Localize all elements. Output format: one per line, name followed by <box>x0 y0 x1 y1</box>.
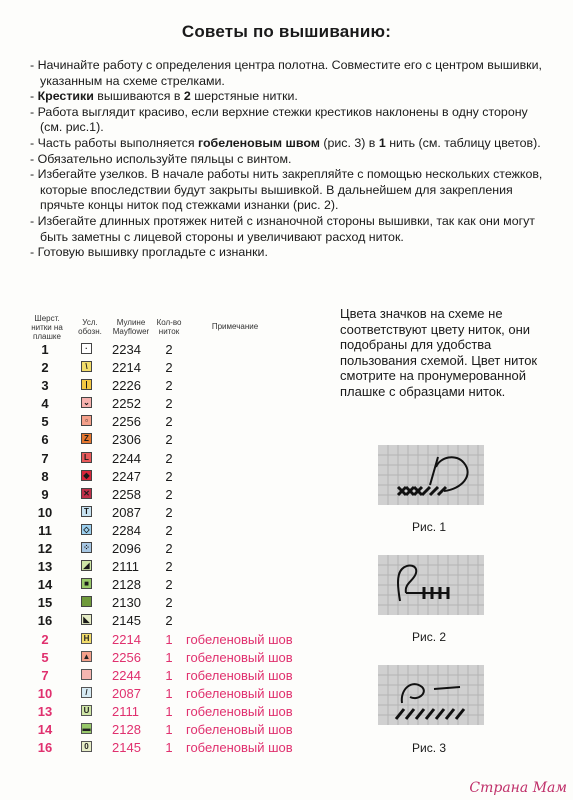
thread-number: 1 <box>41 342 49 357</box>
tip-item <box>30 152 545 168</box>
mayflower-code: 2111 <box>112 559 139 575</box>
figure-3-tapestry-stitch <box>378 665 484 725</box>
tip-text: нить (см. таблицу цветов). <box>385 135 541 150</box>
symbol-icon: ◇ <box>81 524 92 535</box>
table-row <box>30 377 330 395</box>
thread-count: 2 <box>165 522 173 538</box>
note-text: гобеленовый шов <box>186 721 293 737</box>
thread-number: 12 <box>37 541 53 557</box>
color-table <box>30 341 330 757</box>
mayflower-code: 2214 <box>112 631 141 647</box>
thread-number: 14 <box>37 577 53 593</box>
thread-number: 10 <box>37 504 53 520</box>
table-row <box>30 431 330 449</box>
figure-1-cross-stitch <box>378 445 484 505</box>
mayflower-code: 2252 <box>112 396 141 412</box>
thread-count: 2 <box>165 613 173 629</box>
symbol-icon: ◣ <box>81 614 92 625</box>
thread-count: 1 <box>165 740 173 756</box>
table-row <box>30 739 330 757</box>
table-row <box>30 468 330 486</box>
symbol-icon: ▬ <box>82 723 91 733</box>
table-row <box>30 685 330 703</box>
side-note: Цвета значков на схеме не соответствуют цвету ниток, они подобраны для удобства пользования схемой. Цвет ниток смотрите на пронумерованной плашке с образцами ниток. <box>340 306 538 399</box>
header-note: Примечание <box>211 322 259 331</box>
symbol-icon: L <box>81 452 92 463</box>
mayflower-code: 2128 <box>112 721 141 737</box>
note-text: гобеленовый шов <box>186 703 293 719</box>
thread-number: 6 <box>41 432 49 448</box>
thread-number: 16 <box>37 613 53 629</box>
tip-text: - Избегайте узелков. В начале работы нить закрепляйте с помощью нескольких стежков, которые впоследствии будут закрыты вышивкой. В дальнейшем для закрепления прячьте концы ниток под стежками изнанки (рис. 2). <box>30 167 543 213</box>
thread-count: 2 <box>165 378 173 394</box>
table-row <box>30 594 330 612</box>
note-text: гобеленовый шов <box>186 631 293 647</box>
tip-bold-text: гобеленовым швом <box>197 135 320 150</box>
mayflower-code: 2258 <box>112 486 141 502</box>
thread-number: 13 <box>37 703 53 719</box>
thread-count: 1 <box>165 703 173 719</box>
table-row <box>30 359 330 377</box>
tip-text: - Обязательно используйте пяльцы с винтом. <box>30 151 292 166</box>
thread-number: 5 <box>41 414 49 430</box>
mayflower-code: 2284 <box>112 522 141 538</box>
table-row <box>30 612 330 630</box>
header-count: Кол-во ниток <box>156 318 182 336</box>
thread-count: 2 <box>165 595 173 611</box>
note-text: гобеленовый шов <box>186 667 293 683</box>
table-row <box>30 703 330 721</box>
watermark: Страна Мам <box>469 780 567 796</box>
thread-count: 2 <box>165 486 173 502</box>
thread-count: 2 <box>165 342 173 357</box>
header-sym: Усл. обозн. <box>78 318 102 336</box>
tip-bold-text: 2 <box>183 89 191 104</box>
thread-count: 2 <box>165 541 173 557</box>
mayflower-code: 2145 <box>112 740 141 756</box>
thread-number: 15 <box>37 595 53 611</box>
tip-text: - Готовую вышивку прогладьте с изнанки. <box>30 245 268 260</box>
symbol-icon: Z <box>81 433 92 444</box>
symbol-icon: ✕ <box>81 488 92 499</box>
table-row <box>30 395 330 413</box>
table-row <box>30 450 330 468</box>
mayflower-code: 2111 <box>112 703 139 719</box>
thread-count: 2 <box>165 468 173 484</box>
mayflower-code: 2087 <box>112 685 141 701</box>
tip-item <box>30 58 545 89</box>
tip-text: вышиваются в <box>93 89 184 104</box>
thread-number: 16 <box>37 740 53 756</box>
mayflower-code: 2128 <box>112 577 141 593</box>
thread-count: 2 <box>165 559 173 575</box>
thread-number: 13 <box>37 559 53 575</box>
thread-number: 4 <box>41 396 49 412</box>
table-row <box>30 576 330 594</box>
tip-text: шерстяные нитки. <box>190 89 298 104</box>
symbol-icon: ▫ <box>81 415 92 426</box>
mayflower-code: 2226 <box>112 378 141 394</box>
table-row <box>30 504 330 522</box>
symbol-icon: · <box>81 343 92 354</box>
figure-1-caption: Рис. 1 <box>412 520 447 534</box>
thread-number: 8 <box>41 468 49 484</box>
mayflower-code: 2247 <box>112 468 141 484</box>
symbol-icon: 0 <box>81 741 92 752</box>
mayflower-code: 2306 <box>112 432 141 448</box>
table-row <box>30 667 330 685</box>
symbol-icon: | <box>81 379 92 390</box>
tip-text: - <box>30 89 38 104</box>
symbol-icon: H <box>81 633 92 644</box>
thread-number: 10 <box>37 685 53 701</box>
table-row <box>30 631 330 649</box>
table-row <box>30 486 330 504</box>
mayflower-code: 2145 <box>112 613 141 629</box>
note-text: гобеленовый шов <box>186 649 293 665</box>
figure-3-caption: Рис. 3 <box>412 741 447 755</box>
thread-number: 7 <box>41 667 49 683</box>
symbol-icon: ⌄ <box>81 397 92 408</box>
tip-text: - Начинайте работу с определения центра полотна. Совместите его с центром вышивки, указанным на схеме стрелками. <box>30 58 542 88</box>
header-num: Шерст. нитки на плашке <box>31 314 63 341</box>
table-row <box>30 413 330 431</box>
thread-number: 7 <box>41 450 49 466</box>
thread-number: 5 <box>41 649 49 665</box>
tip-item <box>30 89 545 105</box>
symbol-icon: U <box>81 705 92 716</box>
table-row <box>30 649 330 667</box>
mayflower-code: 2096 <box>112 541 141 557</box>
tips-list <box>30 58 545 261</box>
thread-count: 1 <box>165 721 173 737</box>
mayflower-code: 2234 <box>112 342 141 357</box>
symbol-icon: ■ <box>81 578 92 589</box>
thread-count: 2 <box>165 396 173 412</box>
thread-count: 2 <box>165 414 173 430</box>
tip-item <box>30 105 545 136</box>
symbol-icon: \ <box>81 361 92 372</box>
symbol-icon <box>81 669 92 680</box>
thread-count: 2 <box>165 432 173 448</box>
table-row <box>30 540 330 558</box>
thread-count: 2 <box>165 360 173 376</box>
thread-count: 2 <box>165 577 173 593</box>
page-title: Советы по вышиванию: <box>181 22 392 41</box>
table-row <box>30 558 330 576</box>
symbol-icon: ◆ <box>81 470 92 481</box>
thread-count: 2 <box>165 504 173 520</box>
thread-count: 2 <box>165 450 173 466</box>
tip-text: - Часть работы выполняется <box>30 135 198 150</box>
mayflower-code: 2256 <box>112 649 141 665</box>
thread-count: 1 <box>165 667 173 683</box>
tip-bold-text: Крестики <box>37 89 94 104</box>
mayflower-code: 2214 <box>112 360 141 376</box>
symbol-icon: T <box>81 506 92 517</box>
thread-count: 1 <box>165 649 173 665</box>
table-row <box>30 341 330 359</box>
table-row <box>30 522 330 540</box>
tip-item <box>30 136 545 152</box>
thread-count: 1 <box>165 631 173 647</box>
mayflower-code: 2244 <box>112 667 141 683</box>
tip-bold-text: 1 <box>378 135 386 150</box>
thread-number: 14 <box>37 721 53 737</box>
tip-text: (рис. 3) в <box>319 135 379 150</box>
note-text: гобеленовый шов <box>186 740 293 756</box>
symbol-icon: ⁘ <box>81 542 92 553</box>
symbol-icon: ▲ <box>82 651 91 661</box>
thread-number: 2 <box>41 631 49 647</box>
symbol-icon: ◢ <box>81 560 92 571</box>
tip-text: - Работа выглядит красиво, если верхние стежки крестиков наклонены в одну сторону (см. рис.1). <box>30 104 528 135</box>
table-row <box>30 721 330 739</box>
thread-number: 11 <box>38 522 52 538</box>
mayflower-code: 2087 <box>112 504 141 520</box>
thread-count: 1 <box>165 685 173 701</box>
figure-2-caption: Рис. 2 <box>412 630 447 644</box>
symbol-icon <box>81 596 92 607</box>
tip-text: - Избегайте длинных протяжек нитей с изнаночной стороны вышивки, так как они могут быть заметны с лицевой стороны и увеличивают расход ниток. <box>30 213 535 244</box>
header-code: Мулине Mayflower <box>112 318 150 336</box>
tip-item <box>30 167 545 214</box>
symbol-icon: / <box>81 687 92 698</box>
mayflower-code: 2256 <box>112 414 141 430</box>
thread-number: 3 <box>41 378 49 394</box>
note-text: гобеленовый шов <box>186 685 293 701</box>
mayflower-code: 2130 <box>112 595 141 611</box>
mayflower-code: 2244 <box>112 450 141 466</box>
figure-2-fastening <box>378 555 484 615</box>
thread-number: 2 <box>41 360 49 376</box>
thread-number: 9 <box>41 486 49 502</box>
tip-item <box>30 245 545 261</box>
tip-item <box>30 214 545 245</box>
